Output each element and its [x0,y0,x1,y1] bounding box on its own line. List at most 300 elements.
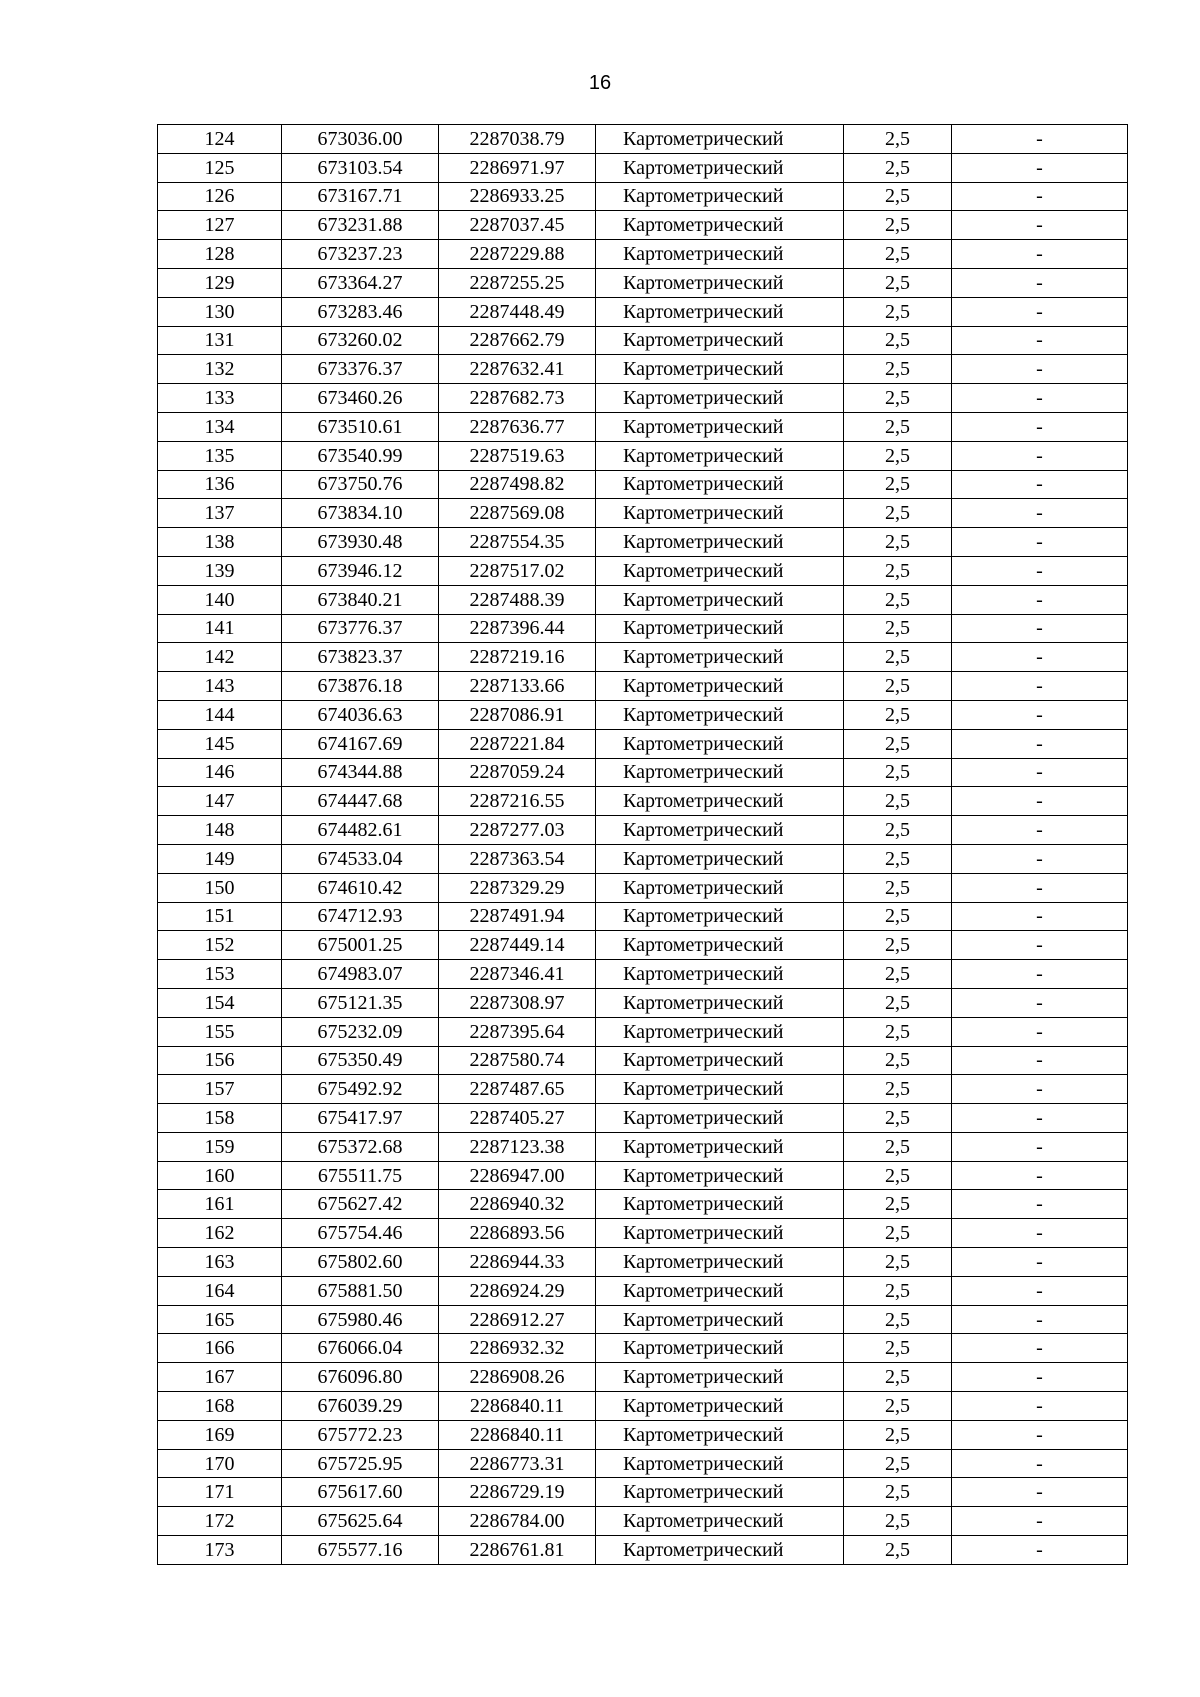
method-cell: Картометрический [596,1449,844,1478]
x-coordinate-cell: 673167.71 [282,182,439,211]
y-coordinate-cell: 2286971.97 [439,153,596,182]
point-number-cell: 170 [158,1449,282,1478]
accuracy-cell: 2,5 [844,1449,952,1478]
description-cell: - [952,729,1128,758]
description-cell: - [952,1017,1128,1046]
accuracy-cell: 2,5 [844,1392,952,1421]
x-coordinate-cell: 675627.42 [282,1190,439,1219]
table-row [158,1363,1128,1392]
accuracy-cell: 2,5 [844,1190,952,1219]
description-cell: - [952,614,1128,643]
point-number-cell: 157 [158,1075,282,1104]
point-number-cell: 134 [158,412,282,441]
method-cell: Картометрический [596,988,844,1017]
x-coordinate-cell: 673946.12 [282,556,439,585]
description-cell: - [952,1248,1128,1277]
y-coordinate-cell: 2287636.77 [439,412,596,441]
point-number-cell: 162 [158,1219,282,1248]
y-coordinate-cell: 2287221.84 [439,729,596,758]
accuracy-cell: 2,5 [844,182,952,211]
table-row [158,1334,1128,1363]
accuracy-cell: 2,5 [844,1104,952,1133]
y-coordinate-cell: 2287491.94 [439,902,596,931]
table-row [158,384,1128,413]
table-row [158,873,1128,902]
method-cell: Картометрический [596,1276,844,1305]
y-coordinate-cell: 2286840.11 [439,1392,596,1421]
method-cell: Картометрический [596,1305,844,1334]
description-cell: - [952,1075,1128,1104]
x-coordinate-cell: 675121.35 [282,988,439,1017]
x-coordinate-cell: 676066.04 [282,1334,439,1363]
point-number-cell: 128 [158,240,282,269]
description-cell: - [952,1334,1128,1363]
y-coordinate-cell: 2287449.14 [439,931,596,960]
y-coordinate-cell: 2286773.31 [439,1449,596,1478]
y-coordinate-cell: 2287395.64 [439,1017,596,1046]
accuracy-cell: 2,5 [844,729,952,758]
x-coordinate-cell: 675511.75 [282,1161,439,1190]
y-coordinate-cell: 2287123.38 [439,1132,596,1161]
description-cell: - [952,1420,1128,1449]
x-coordinate-cell: 673876.18 [282,672,439,701]
description-cell: - [952,643,1128,672]
y-coordinate-cell: 2287346.41 [439,960,596,989]
accuracy-cell: 2,5 [844,1507,952,1536]
accuracy-cell: 2,5 [844,1046,952,1075]
x-coordinate-cell: 675492.92 [282,1075,439,1104]
point-number-cell: 139 [158,556,282,585]
accuracy-cell: 2,5 [844,787,952,816]
table-row [158,643,1128,672]
accuracy-cell: 2,5 [844,211,952,240]
x-coordinate-cell: 675802.60 [282,1248,439,1277]
point-number-cell: 172 [158,1507,282,1536]
x-coordinate-cell: 673260.02 [282,326,439,355]
x-coordinate-cell: 676096.80 [282,1363,439,1392]
point-number-cell: 137 [158,499,282,528]
description-cell: - [952,931,1128,960]
y-coordinate-cell: 2286729.19 [439,1478,596,1507]
table-row [158,1190,1128,1219]
description-cell: - [952,441,1128,470]
description-cell: - [952,211,1128,240]
table-row [158,297,1128,326]
point-number-cell: 135 [158,441,282,470]
y-coordinate-cell: 2287517.02 [439,556,596,585]
x-coordinate-cell: 674447.68 [282,787,439,816]
accuracy-cell: 2,5 [844,1363,952,1392]
x-coordinate-cell: 674167.69 [282,729,439,758]
table-row [158,412,1128,441]
method-cell: Картометрический [596,326,844,355]
method-cell: Картометрический [596,1190,844,1219]
point-number-cell: 156 [158,1046,282,1075]
method-cell: Картометрический [596,844,844,873]
table-row [158,1507,1128,1536]
table-row [158,700,1128,729]
accuracy-cell: 2,5 [844,240,952,269]
method-cell: Картометрический [596,960,844,989]
y-coordinate-cell: 2287059.24 [439,758,596,787]
method-cell: Картометрический [596,931,844,960]
y-coordinate-cell: 2287487.65 [439,1075,596,1104]
method-cell: Картометрический [596,1507,844,1536]
method-cell: Картометрический [596,758,844,787]
table-row [158,240,1128,269]
point-number-cell: 159 [158,1132,282,1161]
x-coordinate-cell: 673823.37 [282,643,439,672]
point-number-cell: 140 [158,585,282,614]
description-cell: - [952,297,1128,326]
y-coordinate-cell: 2287569.08 [439,499,596,528]
y-coordinate-cell: 2287037.45 [439,211,596,240]
y-coordinate-cell: 2287448.49 [439,297,596,326]
y-coordinate-cell: 2287086.91 [439,700,596,729]
method-cell: Картометрический [596,1132,844,1161]
accuracy-cell: 2,5 [844,1305,952,1334]
table-row [158,182,1128,211]
description-cell: - [952,988,1128,1017]
method-cell: Картометрический [596,499,844,528]
method-cell: Картометрический [596,902,844,931]
description-cell: - [952,153,1128,182]
table-row [158,1017,1128,1046]
x-coordinate-cell: 673364.27 [282,268,439,297]
table-row [158,931,1128,960]
description-cell: - [952,326,1128,355]
x-coordinate-cell: 675754.46 [282,1219,439,1248]
method-cell: Картометрический [596,211,844,240]
x-coordinate-cell: 673376.37 [282,355,439,384]
x-coordinate-cell: 675625.64 [282,1507,439,1536]
x-coordinate-cell: 675350.49 [282,1046,439,1075]
accuracy-cell: 2,5 [844,499,952,528]
description-cell: - [952,1305,1128,1334]
accuracy-cell: 2,5 [844,528,952,557]
table-row [158,1449,1128,1478]
point-number-cell: 148 [158,816,282,845]
point-number-cell: 171 [158,1478,282,1507]
method-cell: Картометрический [596,1392,844,1421]
accuracy-cell: 2,5 [844,758,952,787]
point-number-cell: 130 [158,297,282,326]
method-cell: Картометрический [596,1161,844,1190]
accuracy-cell: 2,5 [844,326,952,355]
table-row [158,960,1128,989]
table-row [158,844,1128,873]
point-number-cell: 143 [158,672,282,701]
accuracy-cell: 2,5 [844,902,952,931]
description-cell: - [952,1449,1128,1478]
table-row [158,1248,1128,1277]
table-row [158,787,1128,816]
description-cell: - [952,1363,1128,1392]
accuracy-cell: 2,5 [844,1219,952,1248]
x-coordinate-cell: 673540.99 [282,441,439,470]
table-row [158,125,1128,154]
x-coordinate-cell: 673237.23 [282,240,439,269]
accuracy-cell: 2,5 [844,1536,952,1565]
method-cell: Картометрический [596,125,844,154]
point-number-cell: 151 [158,902,282,931]
y-coordinate-cell: 2286912.27 [439,1305,596,1334]
method-cell: Картометрический [596,1017,844,1046]
table-row [158,441,1128,470]
table-row [158,268,1128,297]
description-cell: - [952,960,1128,989]
description-cell: - [952,787,1128,816]
accuracy-cell: 2,5 [844,125,952,154]
y-coordinate-cell: 2287488.39 [439,585,596,614]
method-cell: Картометрический [596,1075,844,1104]
table-row [158,1046,1128,1075]
method-cell: Картометрический [596,470,844,499]
table-row [158,672,1128,701]
accuracy-cell: 2,5 [844,1334,952,1363]
point-number-cell: 146 [158,758,282,787]
description-cell: - [952,1132,1128,1161]
y-coordinate-cell: 2287308.97 [439,988,596,1017]
y-coordinate-cell: 2287632.41 [439,355,596,384]
description-cell: - [952,384,1128,413]
point-number-cell: 149 [158,844,282,873]
point-number-cell: 133 [158,384,282,413]
y-coordinate-cell: 2287662.79 [439,326,596,355]
point-number-cell: 158 [158,1104,282,1133]
x-coordinate-cell: 675372.68 [282,1132,439,1161]
accuracy-cell: 2,5 [844,816,952,845]
y-coordinate-cell: 2286761.81 [439,1536,596,1565]
x-coordinate-cell: 675577.16 [282,1536,439,1565]
y-coordinate-cell: 2286940.32 [439,1190,596,1219]
x-coordinate-cell: 675617.60 [282,1478,439,1507]
description-cell: - [952,412,1128,441]
method-cell: Картометрический [596,1219,844,1248]
accuracy-cell: 2,5 [844,441,952,470]
accuracy-cell: 2,5 [844,268,952,297]
table-row [158,1132,1128,1161]
description-cell: - [952,470,1128,499]
table-row [158,1104,1128,1133]
description-cell: - [952,1276,1128,1305]
x-coordinate-cell: 675980.46 [282,1305,439,1334]
method-cell: Картометрический [596,528,844,557]
point-number-cell: 150 [158,873,282,902]
point-number-cell: 164 [158,1276,282,1305]
table-row [158,1536,1128,1565]
x-coordinate-cell: 673460.26 [282,384,439,413]
y-coordinate-cell: 2287229.88 [439,240,596,269]
table-row [158,1305,1128,1334]
accuracy-cell: 2,5 [844,355,952,384]
description-cell: - [952,1046,1128,1075]
x-coordinate-cell: 674344.88 [282,758,439,787]
description-cell: - [952,556,1128,585]
x-coordinate-cell: 674036.63 [282,700,439,729]
x-coordinate-cell: 675772.23 [282,1420,439,1449]
description-cell: - [952,1478,1128,1507]
description-cell: - [952,528,1128,557]
table-row [158,1420,1128,1449]
table-row [158,211,1128,240]
accuracy-cell: 2,5 [844,960,952,989]
description-cell: - [952,1507,1128,1536]
x-coordinate-cell: 675001.25 [282,931,439,960]
method-cell: Картометрический [596,153,844,182]
table-row [158,153,1128,182]
accuracy-cell: 2,5 [844,1478,952,1507]
x-coordinate-cell: 673036.00 [282,125,439,154]
description-cell: - [952,499,1128,528]
accuracy-cell: 2,5 [844,844,952,873]
description-cell: - [952,873,1128,902]
x-coordinate-cell: 673776.37 [282,614,439,643]
table-row [158,470,1128,499]
point-number-cell: 129 [158,268,282,297]
description-cell: - [952,844,1128,873]
point-number-cell: 168 [158,1392,282,1421]
accuracy-cell: 2,5 [844,384,952,413]
method-cell: Картометрический [596,297,844,326]
point-number-cell: 169 [158,1420,282,1449]
point-number-cell: 160 [158,1161,282,1190]
point-number-cell: 144 [158,700,282,729]
y-coordinate-cell: 2286947.00 [439,1161,596,1190]
accuracy-cell: 2,5 [844,1276,952,1305]
y-coordinate-cell: 2287255.25 [439,268,596,297]
method-cell: Картометрический [596,873,844,902]
x-coordinate-cell: 673750.76 [282,470,439,499]
method-cell: Картометрический [596,355,844,384]
accuracy-cell: 2,5 [844,614,952,643]
y-coordinate-cell: 2287519.63 [439,441,596,470]
point-number-cell: 161 [158,1190,282,1219]
point-number-cell: 124 [158,125,282,154]
description-cell: - [952,585,1128,614]
accuracy-cell: 2,5 [844,931,952,960]
point-number-cell: 166 [158,1334,282,1363]
accuracy-cell: 2,5 [844,988,952,1017]
table-row [158,499,1128,528]
y-coordinate-cell: 2286908.26 [439,1363,596,1392]
method-cell: Картометрический [596,412,844,441]
accuracy-cell: 2,5 [844,1075,952,1104]
method-cell: Картометрический [596,384,844,413]
point-number-cell: 167 [158,1363,282,1392]
method-cell: Картометрический [596,672,844,701]
y-coordinate-cell: 2287498.82 [439,470,596,499]
x-coordinate-cell: 673510.61 [282,412,439,441]
method-cell: Картометрический [596,816,844,845]
point-number-cell: 145 [158,729,282,758]
y-coordinate-cell: 2286944.33 [439,1248,596,1277]
table-row [158,1276,1128,1305]
description-cell: - [952,816,1128,845]
y-coordinate-cell: 2287682.73 [439,384,596,413]
point-number-cell: 136 [158,470,282,499]
y-coordinate-cell: 2286932.32 [439,1334,596,1363]
coordinates-table-body [158,125,1128,1565]
y-coordinate-cell: 2287580.74 [439,1046,596,1075]
x-coordinate-cell: 673283.46 [282,297,439,326]
x-coordinate-cell: 673930.48 [282,528,439,557]
method-cell: Картометрический [596,787,844,816]
point-number-cell: 127 [158,211,282,240]
method-cell: Картометрический [596,1248,844,1277]
x-coordinate-cell: 675725.95 [282,1449,439,1478]
method-cell: Картометрический [596,1478,844,1507]
table-row [158,988,1128,1017]
point-number-cell: 155 [158,1017,282,1046]
x-coordinate-cell: 675417.97 [282,1104,439,1133]
method-cell: Картометрический [596,700,844,729]
description-cell: - [952,902,1128,931]
accuracy-cell: 2,5 [844,1017,952,1046]
description-cell: - [952,182,1128,211]
x-coordinate-cell: 673103.54 [282,153,439,182]
y-coordinate-cell: 2287277.03 [439,816,596,845]
accuracy-cell: 2,5 [844,556,952,585]
y-coordinate-cell: 2287216.55 [439,787,596,816]
accuracy-cell: 2,5 [844,672,952,701]
description-cell: - [952,125,1128,154]
accuracy-cell: 2,5 [844,412,952,441]
x-coordinate-cell: 673231.88 [282,211,439,240]
accuracy-cell: 2,5 [844,585,952,614]
method-cell: Картометрический [596,268,844,297]
point-number-cell: 173 [158,1536,282,1565]
point-number-cell: 131 [158,326,282,355]
method-cell: Картометрический [596,1420,844,1449]
point-number-cell: 154 [158,988,282,1017]
point-number-cell: 126 [158,182,282,211]
x-coordinate-cell: 673840.21 [282,585,439,614]
method-cell: Картометрический [596,729,844,758]
y-coordinate-cell: 2287405.27 [439,1104,596,1133]
accuracy-cell: 2,5 [844,153,952,182]
method-cell: Картометрический [596,614,844,643]
table-row [158,1478,1128,1507]
x-coordinate-cell: 674983.07 [282,960,439,989]
method-cell: Картометрический [596,1046,844,1075]
accuracy-cell: 2,5 [844,470,952,499]
y-coordinate-cell: 2287133.66 [439,672,596,701]
y-coordinate-cell: 2287038.79 [439,125,596,154]
accuracy-cell: 2,5 [844,1248,952,1277]
table-row [158,1392,1128,1421]
table-row [158,902,1128,931]
table-row [158,1161,1128,1190]
description-cell: - [952,1392,1128,1421]
coordinates-table [157,124,1128,1565]
table-row [158,614,1128,643]
accuracy-cell: 2,5 [844,1132,952,1161]
accuracy-cell: 2,5 [844,297,952,326]
table-row [158,729,1128,758]
method-cell: Картометрический [596,1334,844,1363]
description-cell: - [952,1190,1128,1219]
description-cell: - [952,1161,1128,1190]
point-number-cell: 152 [158,931,282,960]
point-number-cell: 125 [158,153,282,182]
description-cell: - [952,672,1128,701]
method-cell: Картометрический [596,585,844,614]
x-coordinate-cell: 674610.42 [282,873,439,902]
page-number: 16 [588,72,612,94]
method-cell: Картометрический [596,1104,844,1133]
point-number-cell: 147 [158,787,282,816]
